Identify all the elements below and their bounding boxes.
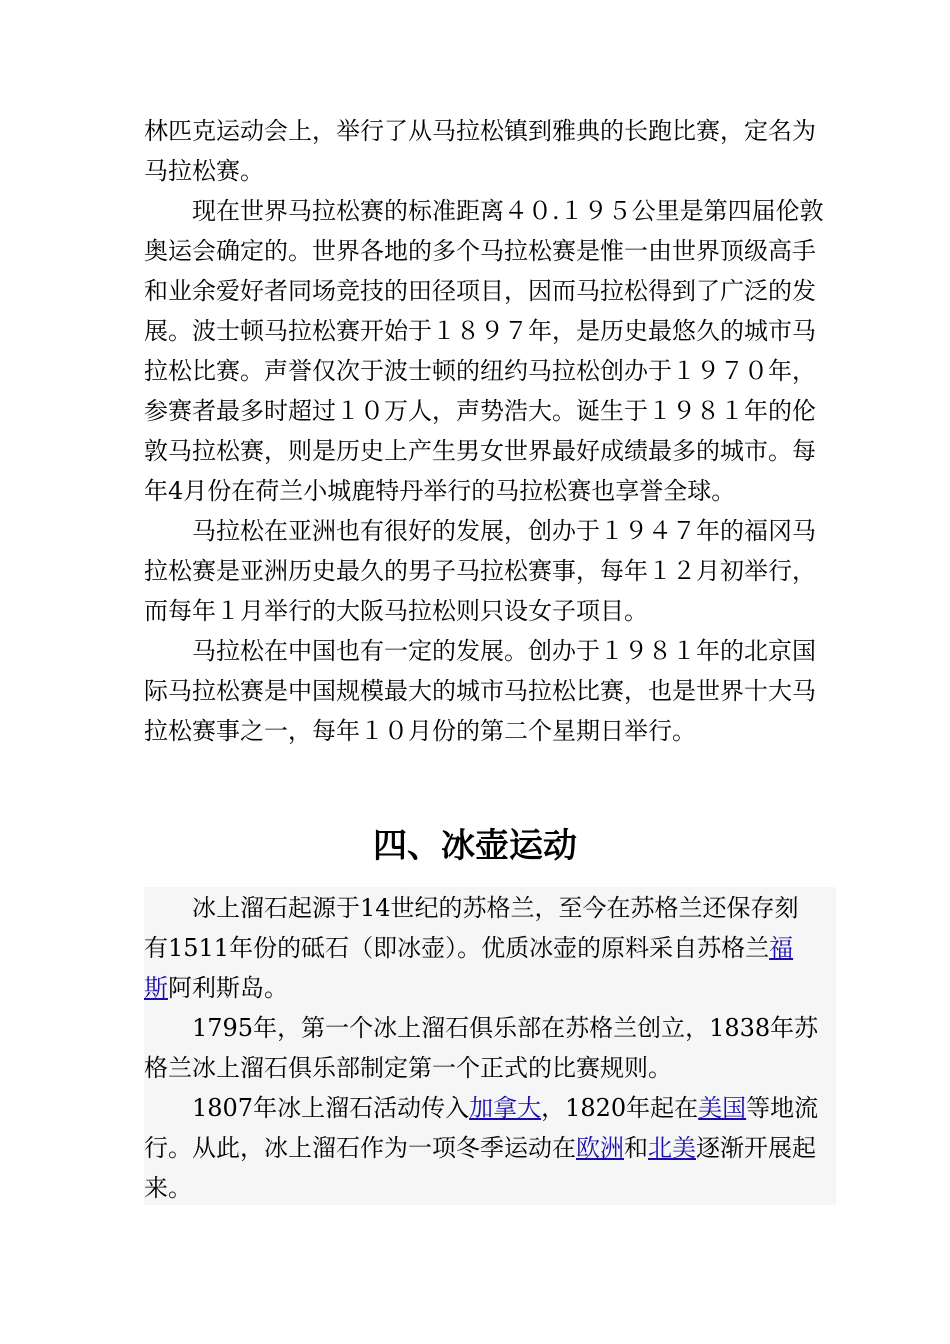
- text-line: 林匹克运动会上，举行了从马拉松镇到雅典的长跑比赛，定名为: [144, 117, 816, 145]
- text-span: 逐渐开展起: [696, 1134, 816, 1162]
- text-span: 等地流: [746, 1094, 819, 1122]
- text-span: ，1820年起在: [541, 1094, 699, 1122]
- text-line: 马拉松在亚洲也有很好的发展，创办于１９４７年的福冈马: [192, 517, 816, 545]
- curling-text: [144, 888, 824, 1208]
- text-line: 而每年１月举行的大阪马拉松则只设女子项目。: [144, 597, 648, 625]
- text-span: 阿利斯岛。: [168, 974, 288, 1002]
- link-europe[interactable]: 欧洲: [576, 1134, 624, 1162]
- link-usa[interactable]: 美国: [698, 1094, 747, 1122]
- text-span: 1807年冰上溜石活动传入: [192, 1094, 470, 1122]
- text-span: 行。从此，冰上溜石作为一项冬季运动在: [144, 1134, 576, 1162]
- text-line: 马拉松在中国也有一定的发展。创办于１９８１年的北京国: [192, 637, 816, 665]
- text-line: [144, 1128, 824, 1168]
- text-line: 年4月份在荷兰小城鹿特丹举行的马拉松赛也享誉全球。: [144, 477, 736, 505]
- text-line: 敦马拉松赛，则是历史上产生男女世界最好成绩最多的城市。每: [144, 437, 816, 465]
- text-span: 和: [624, 1134, 648, 1162]
- marathon-text: [144, 111, 824, 751]
- link-canada[interactable]: 加拿大: [469, 1094, 542, 1122]
- link-fosi-part2[interactable]: 斯: [144, 974, 168, 1002]
- text-line: 拉松赛是亚洲历史最久的男子马拉松赛事，每年１２月初举行，: [144, 557, 816, 585]
- text-line: 格兰冰上溜石俱乐部制定第一个正式的比赛规则。: [144, 1054, 672, 1082]
- text-line: 现在世界马拉松赛的标准距离４０.１９５公里是第四届伦敦: [192, 197, 824, 225]
- text-line: [144, 928, 824, 968]
- text-line: [144, 968, 824, 1008]
- text-line: 际马拉松赛是中国规模最大的城市马拉松比赛，也是世界十大马: [144, 677, 816, 705]
- text-line: 来。: [144, 1174, 192, 1202]
- text-line: 参赛者最多时超过１０万人，声势浩大。诞生于１９８１年的伦: [144, 397, 816, 425]
- text-span: 有1511年份的砥石（即冰壶）。优质冰壶的原料采自苏格兰: [144, 934, 770, 962]
- text-line: 拉松比赛。声誉仅次于波士顿的纽约马拉松创办于１９７０年，: [144, 357, 816, 385]
- text-line: 奥运会确定的。世界各地的多个马拉松赛是惟一由世界顶级高手: [144, 237, 816, 265]
- text-line: [144, 1088, 824, 1128]
- text-line: 冰上溜石起源于14世纪的苏格兰，至今在苏格兰还保存刻: [192, 894, 799, 922]
- text-line: 拉松赛事之一，每年１０月份的第二个星期日举行。: [144, 717, 696, 745]
- section-title: 四、冰壶运动: [373, 826, 577, 866]
- text-line: 和业余爱好者同场竞技的田径项目，因而马拉松得到了广泛的发: [144, 277, 816, 305]
- text-line: 1795年，第一个冰上溜石俱乐部在苏格兰创立，1838年苏: [192, 1014, 819, 1042]
- link-north-america[interactable]: 北美: [648, 1134, 696, 1162]
- text-line: 马拉松赛。: [144, 157, 264, 185]
- link-fosi-part1[interactable]: 福: [769, 934, 794, 962]
- text-line: 展。波士顿马拉松赛开始于１８９７年，是历史最悠久的城市马: [144, 317, 816, 345]
